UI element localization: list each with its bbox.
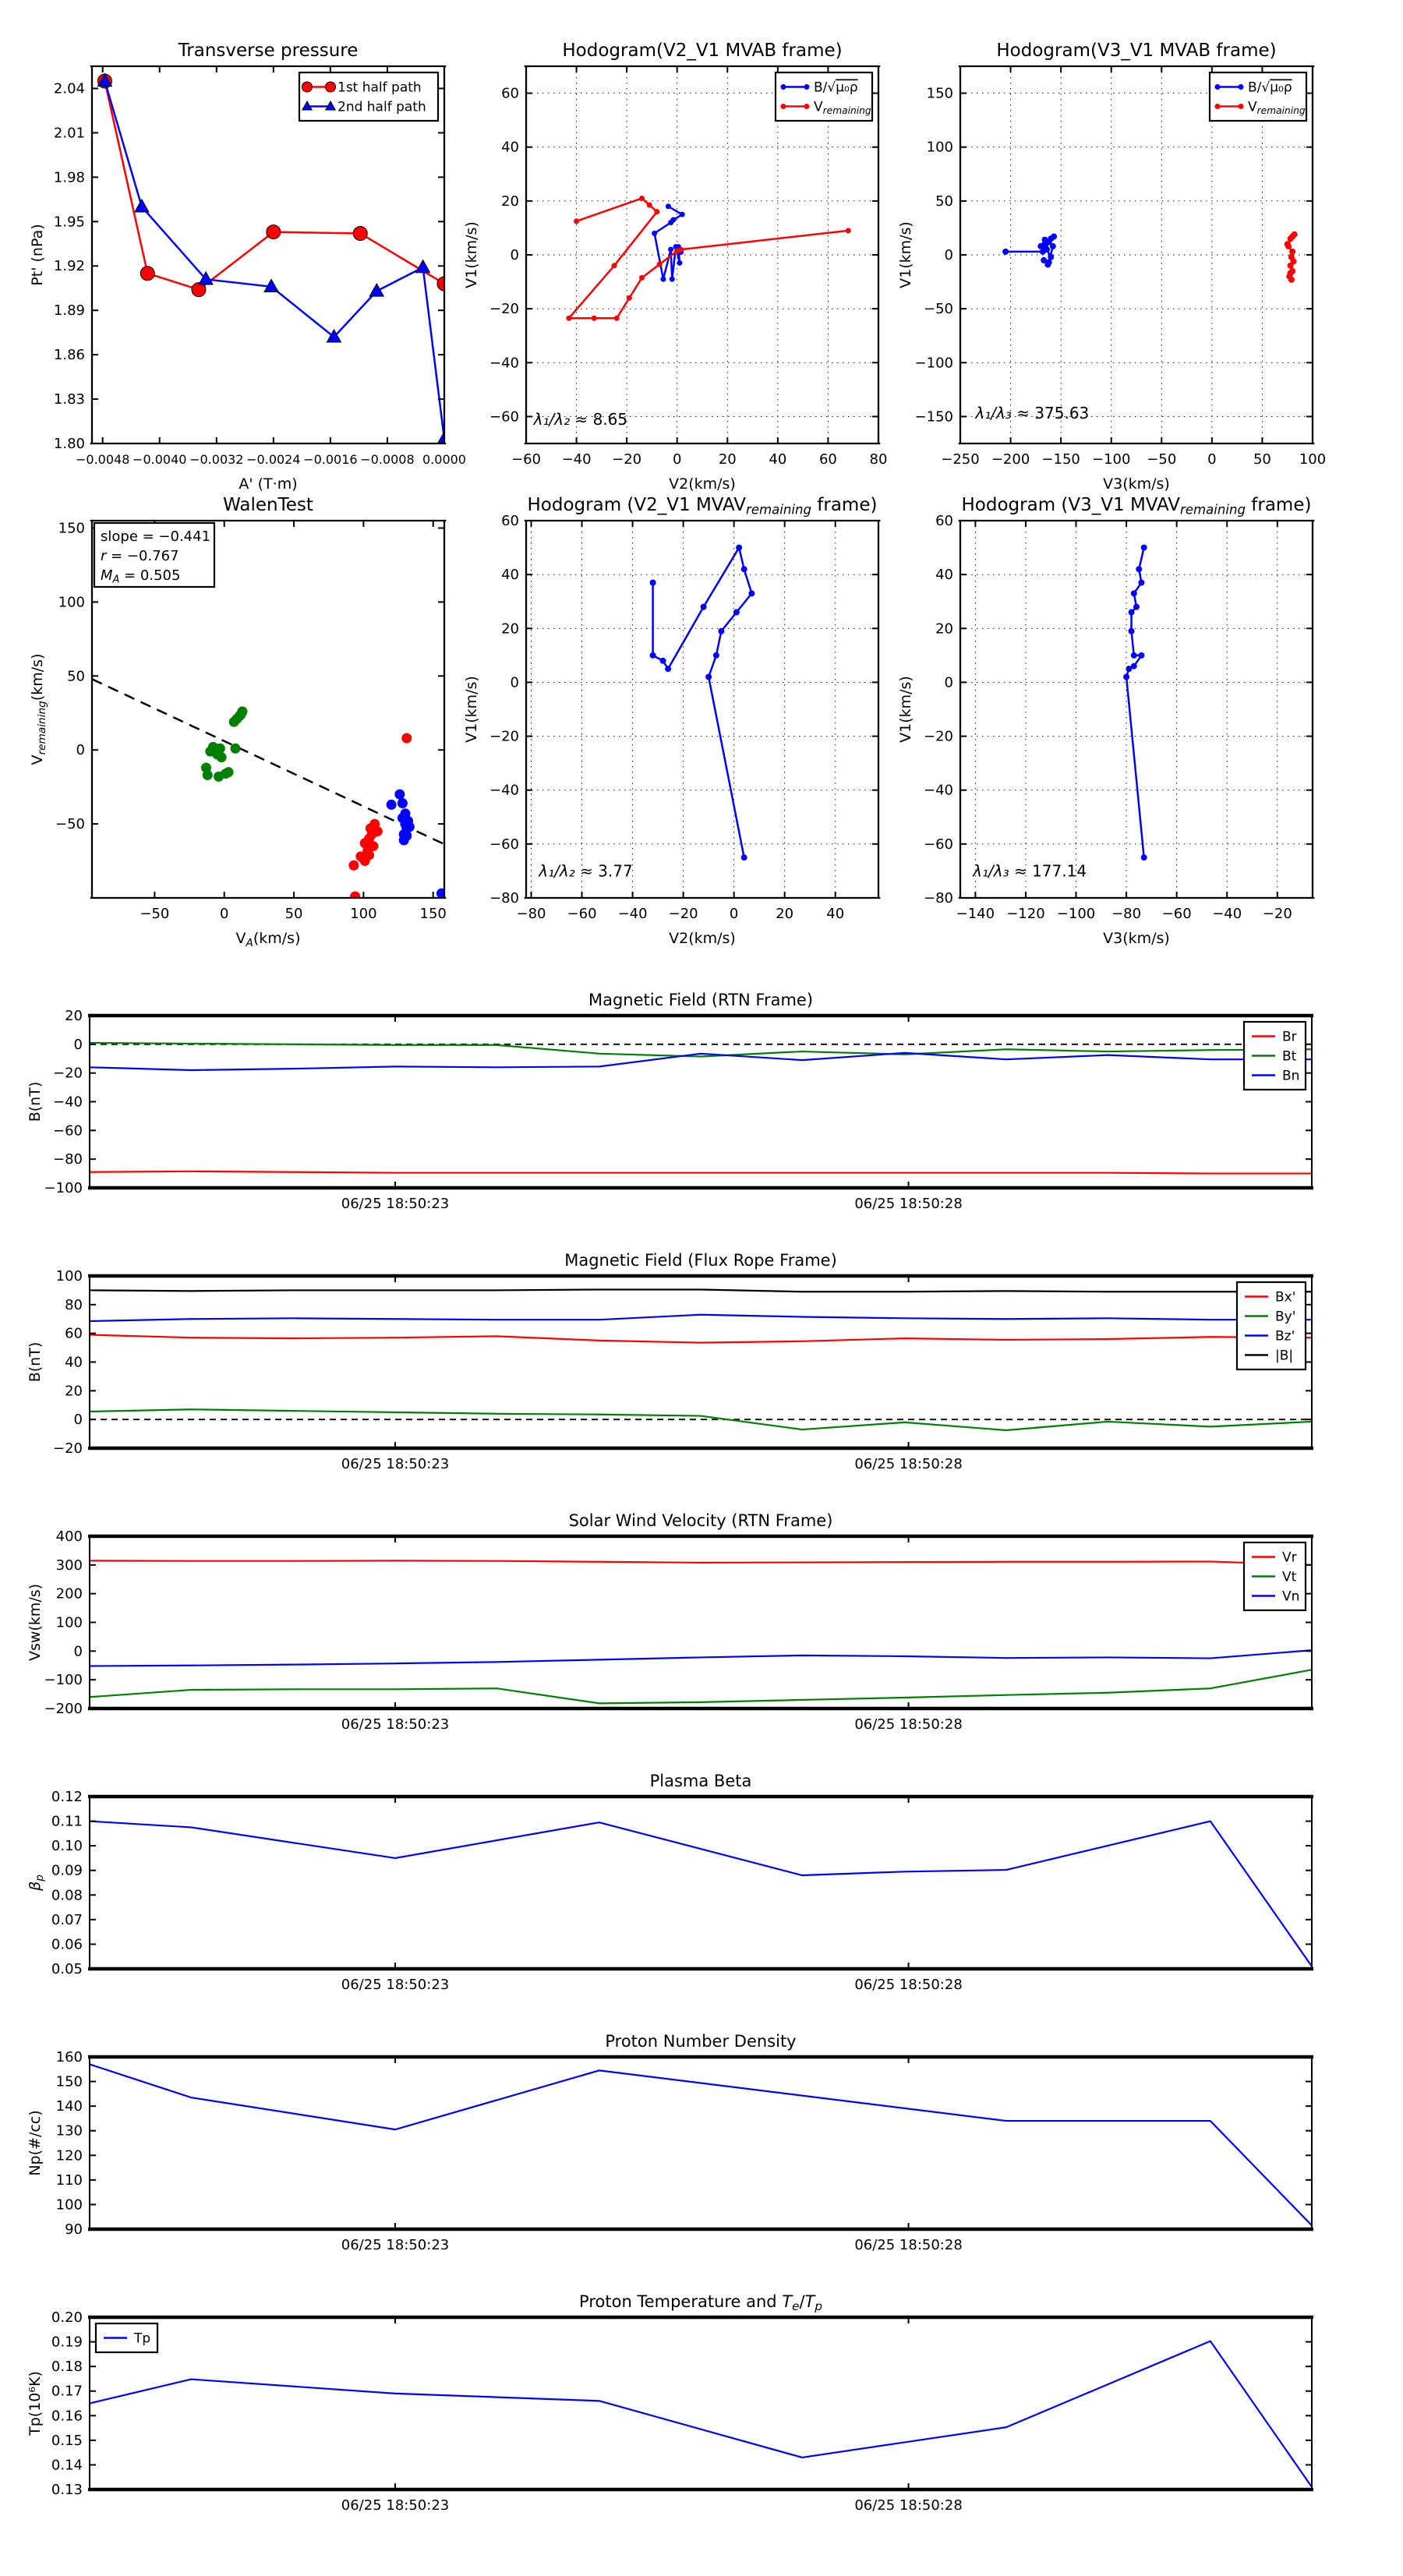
chart-title: WalenTest [223, 495, 313, 515]
y-tick-label: −20 [489, 728, 519, 745]
marker-dot [660, 658, 666, 664]
scatter-point [231, 744, 241, 754]
x-tick-label: 150 [419, 906, 447, 922]
y-tick-label: 0.20 [51, 2309, 83, 2326]
x-tick-label: 06/25 18:50:28 [854, 1716, 963, 1733]
x-tick-label: 06/25 18:50:23 [341, 1716, 450, 1733]
x-tick-label: −20 [668, 906, 698, 922]
marker-dot [668, 220, 673, 225]
legend [776, 72, 872, 121]
x-tick-label: 06/25 18:50:23 [341, 2497, 450, 2514]
x-tick-label: −0.0048 [76, 452, 130, 467]
legend [1210, 72, 1306, 121]
y-tick-label: 0.18 [51, 2359, 83, 2376]
scatter-point [203, 770, 213, 780]
marker-circle [302, 82, 313, 92]
y-tick-label: −40 [489, 782, 519, 799]
x-tick-label: 40 [769, 451, 787, 468]
marker-dot [1133, 604, 1140, 610]
legend-label: By' [1275, 1309, 1296, 1325]
scatter-point [394, 790, 405, 800]
marker-dot [1131, 590, 1137, 596]
chart-title: Hodogram(V3_V1 MVAB frame) [996, 41, 1277, 61]
y-tick-label: 100 [55, 1614, 83, 1631]
marker-dot [680, 212, 685, 217]
marker-dot [670, 277, 675, 282]
x-tick-label: 0 [672, 451, 682, 468]
y-tick-label: −20 [53, 1065, 83, 1082]
legend-label: $V_{remaining}$ [814, 99, 871, 116]
x-tick-label: 06/25 18:50:28 [854, 1977, 963, 1993]
marker-dot [781, 84, 786, 90]
y-tick-label: −100 [44, 1672, 83, 1689]
x-tick-label: −50 [1147, 451, 1177, 468]
y-tick-label: −20 [53, 1440, 83, 1457]
y-axis-label: V1(km/s) [897, 221, 914, 288]
legend-label: |B| [1275, 1348, 1294, 1364]
marker-dot [1141, 545, 1147, 551]
x-tick-label: −0.0024 [246, 452, 301, 467]
y-tick-label: 60 [501, 85, 519, 102]
marker-dot [639, 275, 645, 281]
marker-dot [652, 231, 657, 236]
chart-title: Transverse pressure [178, 41, 359, 61]
y-tick-label: 100 [55, 1268, 83, 1284]
y-tick-label: 0 [944, 247, 953, 263]
y-tick-label: 0.10 [51, 1838, 83, 1855]
x-tick-label: −20 [1262, 906, 1292, 922]
y-tick-label: 60 [935, 513, 953, 529]
marker-dot [1138, 580, 1144, 586]
marker-dot [1215, 104, 1221, 109]
y-tick-label: 0 [510, 247, 519, 263]
x-tick-label: −60 [567, 906, 597, 922]
x-tick-label: −100 [1056, 906, 1096, 922]
y-tick-label: 1.92 [53, 258, 85, 275]
marker-dot [650, 580, 656, 586]
y-tick-label: −80 [489, 890, 519, 906]
stats-line: slope = −0.441 [101, 528, 211, 545]
x-axis-label: $V_A(km/s)$ [235, 930, 301, 949]
marker-dot [748, 590, 755, 596]
legend-label: Bn [1282, 1068, 1300, 1084]
y-tick-label: 40 [501, 139, 519, 156]
chart-title: Magnetic Field (Flux Rope Frame) [564, 1251, 837, 1270]
eigenvalue-annotation: λ₁/λ₃ ≈ 177.14 [973, 861, 1087, 881]
x-tick-label: −40 [561, 451, 592, 468]
legend-label: Vn [1282, 1588, 1300, 1605]
y-tick-label: 0.06 [51, 1936, 83, 1953]
legend [96, 2323, 157, 2352]
x-tick-label: 80 [869, 451, 888, 468]
y-tick-label: 0.15 [51, 2432, 83, 2449]
y-tick-label: −60 [53, 1122, 83, 1140]
y-axis-label: B(nT) [27, 1341, 44, 1383]
y-tick-label: −100 [914, 355, 953, 372]
legend-label: B/√μ₀ρ [1248, 80, 1292, 96]
marker-dot [1136, 566, 1142, 572]
legend-label: B/√μ₀ρ [814, 80, 858, 96]
y-tick-label: −40 [924, 782, 953, 799]
y-tick-label: 140 [55, 2098, 83, 2115]
y-tick-label: 0.07 [51, 1911, 83, 1928]
marker-dot [1141, 854, 1147, 860]
marker-dot [1051, 233, 1057, 239]
y-tick-label: 150 [926, 85, 953, 102]
eigenvalue-annotation: λ₁/λ₂ ≈ 8.65 [533, 409, 628, 429]
x-tick-label: −80 [516, 906, 546, 922]
x-tick-label: 0 [729, 906, 739, 922]
marker-dot [566, 316, 571, 321]
marker-dot [647, 203, 652, 208]
marker-circle [267, 225, 281, 239]
y-tick-label: 300 [55, 1557, 83, 1574]
x-tick-label: 06/25 18:50:23 [341, 1977, 450, 1993]
marker-dot [1044, 246, 1050, 253]
x-tick-label: 100 [1299, 451, 1327, 468]
x-tick-label: −20 [612, 451, 642, 468]
scatter-point [224, 767, 234, 777]
y-tick-label: 60 [65, 1325, 83, 1342]
marker-dot [741, 566, 747, 572]
marker-dot [1239, 84, 1244, 90]
x-tick-label: 50 [1253, 451, 1271, 468]
x-tick-label: −200 [991, 451, 1030, 468]
marker-dot [666, 203, 671, 209]
y-tick-label: 20 [935, 620, 953, 638]
marker-dot [614, 316, 620, 321]
x-tick-label: 06/25 18:50:28 [854, 1456, 963, 1472]
y-tick-label: 1.86 [53, 347, 85, 364]
y-tick-label: 150 [58, 520, 85, 537]
y-tick-label: −80 [924, 890, 953, 906]
y-tick-label: 1.80 [53, 436, 85, 452]
marker-dot [713, 652, 719, 659]
marker-dot [639, 196, 645, 201]
y-tick-label: −20 [489, 301, 519, 318]
marker-dot [660, 277, 666, 282]
y-tick-label: 1.89 [53, 302, 85, 320]
marker-dot [804, 84, 810, 90]
marker-dot [701, 604, 707, 610]
x-tick-label: −0.0008 [360, 452, 415, 467]
marker-dot [1048, 254, 1054, 260]
y-axis-label: Tp(10⁶K) [27, 2371, 44, 2436]
x-tick-label: −0.0032 [189, 452, 244, 467]
marker-dot [846, 228, 851, 233]
y-tick-label: 80 [65, 1296, 83, 1313]
marker-dot [1131, 652, 1137, 659]
marker-dot [574, 218, 579, 224]
marker-dot [1288, 263, 1294, 269]
y-tick-label: 0.12 [51, 1789, 83, 1805]
x-tick-label: 06/25 18:50:28 [854, 1196, 963, 1212]
chart-title: Hodogram (V2_V1 $MVAV_{remaining}$ frame) [527, 495, 878, 518]
y-tick-label: −20 [924, 728, 953, 745]
y-tick-label: 40 [65, 1354, 83, 1371]
legend-label: Vt [1282, 1569, 1297, 1585]
x-tick-labels [956, 906, 1292, 922]
y-tick-label: 1.98 [53, 169, 85, 186]
scatter-point [236, 709, 246, 719]
x-tick-labels [76, 452, 466, 467]
marker-dot [1288, 277, 1295, 283]
x-tick-label: −40 [1212, 906, 1242, 922]
x-tick-label: 60 [818, 451, 837, 468]
legend [299, 72, 438, 121]
x-tick-label: 06/25 18:50:23 [341, 2237, 450, 2253]
x-tick-label: −60 [1161, 906, 1192, 922]
y-tick-label: 0.05 [51, 1961, 83, 1977]
eigenvalue-annotation: λ₁/λ₂ ≈ 3.77 [539, 861, 633, 881]
y-tick-label: −150 [914, 408, 953, 426]
y-tick-label: 1.95 [53, 214, 85, 231]
y-tick-label: 130 [55, 2122, 83, 2140]
y-tick-label: −60 [924, 836, 953, 853]
y-tick-label: 0 [73, 1412, 83, 1429]
y-tick-label: 0.16 [51, 2408, 83, 2425]
marker-dot [736, 545, 742, 551]
x-tick-label: 100 [350, 906, 377, 922]
eigenvalue-annotation: λ₁/λ₃ ≈ 375.63 [975, 404, 1090, 423]
y-tick-label: 2.01 [53, 125, 85, 142]
legend-label: 2nd half path [337, 99, 426, 115]
legend-label: Br [1282, 1029, 1297, 1045]
legend-label: 1st half path [337, 80, 422, 96]
x-tick-label: 20 [776, 906, 794, 922]
y-tick-label: 2.04 [53, 80, 85, 97]
scatter-point [348, 860, 359, 871]
x-tick-label: −120 [1006, 906, 1045, 922]
legend [1237, 1282, 1306, 1369]
x-tick-label: −100 [1091, 451, 1131, 468]
y-tick-label: −50 [924, 301, 953, 318]
scatter-point [215, 744, 225, 754]
scatter-point [217, 752, 227, 762]
x-tick-label: −80 [1111, 906, 1142, 922]
y-tick-label: 0.14 [51, 2457, 83, 2474]
marker-dot [1239, 104, 1244, 109]
y-tick-label: 0.11 [51, 1813, 83, 1830]
y-tick-label: 0 [73, 1036, 83, 1053]
scatter-point [401, 733, 412, 744]
legend [1244, 1022, 1306, 1090]
scatter-point [399, 835, 409, 845]
y-tick-label: 20 [501, 620, 519, 638]
y-tick-label: −60 [489, 836, 519, 853]
y-axis-label: Np(#/cc) [27, 2110, 44, 2176]
x-axis-label: V3(km/s) [1103, 930, 1170, 947]
y-tick-label: 100 [58, 594, 85, 611]
x-tick-label: −150 [1041, 451, 1080, 468]
marker-dot [678, 247, 684, 253]
chart-title: Hodogram(V2_V1 MVAB frame) [562, 41, 843, 61]
marker-dot [665, 666, 671, 672]
scatter-point [368, 841, 378, 851]
marker-dot [668, 247, 673, 253]
y-tick-label: 0.09 [51, 1862, 83, 1879]
marker-dot [1126, 666, 1132, 672]
y-tick-label: 150 [55, 2073, 83, 2090]
legend-label: $V_{remaining}$ [1248, 99, 1306, 116]
chart-title: Hodogram (V3_V1 $MVAV_{remaining}$ frame) [961, 495, 1312, 518]
y-tick-label: 400 [55, 1528, 83, 1545]
y-axis-label: V1(km/s) [897, 676, 914, 743]
marker-dot [1050, 243, 1056, 249]
y-axis-label: $V_{remaining}(km/s)$ [29, 653, 48, 765]
y-tick-label: 40 [935, 567, 953, 584]
marker-dot [1138, 652, 1144, 659]
legend-label: Bx' [1275, 1289, 1296, 1306]
marker-dot [592, 316, 597, 321]
marker-dot [733, 610, 740, 616]
x-tick-label: 06/25 18:50:23 [341, 1196, 450, 1212]
marker-dot [627, 295, 632, 301]
marker-dot [1288, 235, 1294, 242]
marker-dot [705, 674, 712, 680]
marker-dot [1041, 237, 1048, 243]
marker-dot [657, 262, 663, 267]
y-tick-label: −40 [53, 1094, 83, 1111]
marker-dot [650, 652, 656, 659]
x-tick-label: 0.0000 [422, 452, 466, 467]
marker-dot [1123, 674, 1129, 680]
marker-dot [781, 104, 786, 109]
y-tick-label: 20 [65, 1008, 83, 1024]
legend [1244, 1542, 1306, 1610]
y-tick-label: −40 [489, 355, 519, 372]
marker-dot [718, 628, 724, 634]
marker-dot [1046, 260, 1052, 266]
y-tick-label: −80 [53, 1151, 83, 1168]
x-tick-label: 06/25 18:50:28 [854, 2237, 963, 2253]
x-tick-label: −140 [956, 906, 995, 922]
y-tick-label: −50 [55, 816, 85, 833]
marker-dot [1002, 249, 1009, 255]
x-tick-label: 50 [284, 906, 303, 922]
x-tick-label: −0.0040 [133, 452, 187, 467]
y-tick-label: 40 [501, 567, 519, 584]
x-tick-label: 0 [219, 906, 229, 922]
scatter-point [387, 800, 397, 810]
y-axis-label: B(nT) [27, 1081, 44, 1122]
scatter-point [405, 822, 415, 832]
y-tick-label: 60 [501, 513, 519, 529]
y-tick-labels [54, 80, 85, 452]
legend-label: Bt [1282, 1048, 1297, 1065]
marker-dot [612, 263, 617, 268]
x-tick-label: 40 [826, 906, 845, 922]
marker-dot [1129, 610, 1135, 616]
marker-dot [1037, 243, 1044, 249]
scatter-point [398, 798, 408, 808]
y-tick-label: 200 [55, 1585, 83, 1602]
scatter-point [364, 850, 374, 860]
x-tick-label: −50 [140, 906, 170, 922]
marker-circle [326, 82, 336, 92]
marker-circle [353, 226, 367, 240]
marker-dot [1285, 243, 1292, 249]
marker-dot [677, 260, 682, 266]
x-tick-label: 20 [718, 451, 737, 468]
x-tick-label: −40 [617, 906, 648, 922]
y-tick-label: 110 [55, 2171, 83, 2189]
x-axis-label: A' (T·m) [239, 475, 298, 493]
marker-dot [741, 854, 747, 860]
scatter-point [373, 826, 383, 836]
y-tick-label: 0.08 [51, 1887, 83, 1904]
marker-circle [140, 267, 154, 281]
y-tick-label: 120 [55, 2147, 83, 2164]
y-tick-label: 0.13 [51, 2482, 83, 2498]
marker-dot [1215, 84, 1221, 90]
chart-title: Proton Temperature and $T_e/T_p$ [579, 2292, 822, 2314]
marker-dot [804, 104, 810, 109]
y-axis-label: V1(km/s) [463, 221, 480, 288]
y-tick-label: 20 [501, 193, 519, 210]
marker-dot [1288, 270, 1294, 277]
y-tick-label: 0 [76, 742, 85, 759]
y-tick-label: −200 [44, 1701, 83, 1717]
y-tick-label: −100 [44, 1180, 83, 1196]
y-tick-label: 20 [65, 1383, 83, 1400]
y-tick-label: 0.19 [51, 2334, 83, 2351]
x-tick-label: 06/25 18:50:28 [854, 2497, 963, 2514]
x-tick-label: −60 [511, 451, 541, 468]
marker-dot [1129, 628, 1135, 634]
x-tick-label: −0.0016 [303, 452, 358, 467]
chart-title: Plasma Beta [649, 1772, 752, 1790]
y-tick-label: 100 [55, 2196, 83, 2214]
y-tick-label: 50 [935, 193, 953, 210]
y-tick-label: 50 [67, 668, 85, 685]
y-tick-label: 0.17 [51, 2383, 83, 2400]
chart-title: Magnetic Field (RTN Frame) [588, 991, 814, 1009]
x-axis-label: V2(km/s) [669, 475, 736, 493]
y-tick-label: 0 [73, 1643, 83, 1660]
x-tick-label: 0 [1207, 451, 1217, 468]
y-tick-label: 0 [944, 674, 953, 691]
y-axis-label: $\beta_p$ [27, 1875, 46, 1891]
y-axis-label: Vsw(km/s) [27, 1583, 44, 1662]
stats-line: r = −0.767 [101, 548, 179, 564]
marker-dot [1289, 249, 1295, 255]
chart-title: Solar Wind Velocity (RTN Frame) [568, 1511, 833, 1530]
y-tick-label: 0 [510, 674, 519, 691]
y-tick-label: −60 [489, 408, 519, 426]
y-tick-label: 90 [65, 2221, 83, 2238]
x-tick-label: −250 [941, 451, 980, 468]
y-axis-label: Pt' (nPa) [29, 224, 46, 286]
legend-label: Bz' [1275, 1328, 1295, 1345]
x-axis-label: V3(km/s) [1103, 475, 1170, 493]
x-axis-label: V2(km/s) [669, 930, 736, 947]
y-tick-label: 160 [55, 2049, 83, 2065]
y-axis-label: V1(km/s) [463, 676, 480, 743]
stats-line: $M_A = 0.505$ [101, 567, 181, 586]
y-tick-label: 100 [926, 139, 953, 156]
legend-label: Vr [1282, 1549, 1297, 1566]
chart-title: Proton Number Density [605, 2032, 797, 2051]
y-tick-label: 1.83 [53, 391, 85, 408]
legend-label: Tp [134, 2330, 151, 2347]
x-tick-label: 06/25 18:50:23 [341, 1456, 450, 1472]
marker-dot [654, 209, 659, 214]
